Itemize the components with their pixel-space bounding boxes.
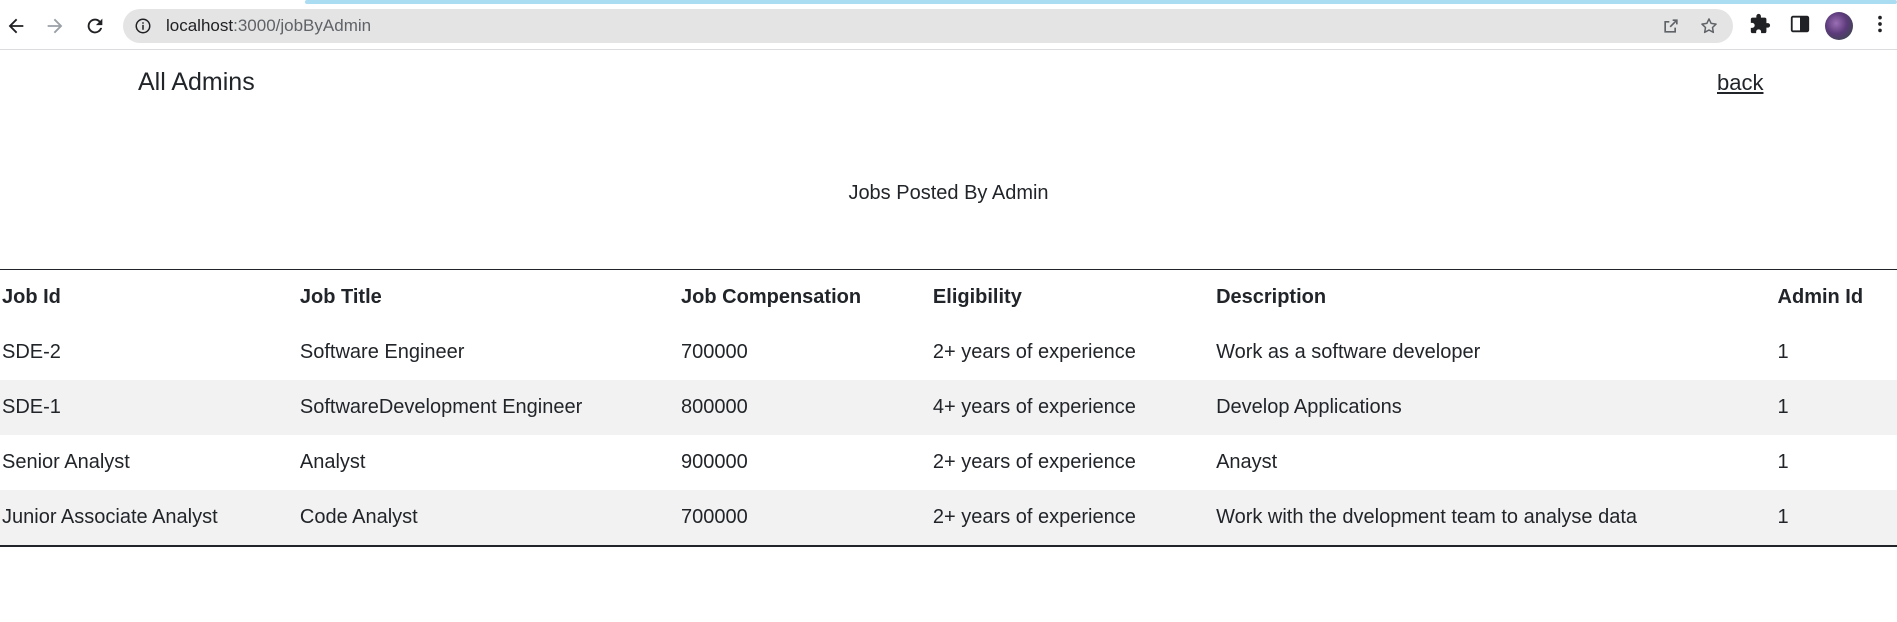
extensions-puzzle-icon[interactable] — [1749, 13, 1771, 35]
column-header-eligibility: Eligibility — [932, 286, 1022, 308]
cell-job-title: Software Engineer — [299, 341, 465, 363]
cell-eligibility: 2+ years of experience — [932, 341, 1136, 363]
page-heading: Jobs Posted By Admin — [848, 182, 1049, 204]
site-info-icon[interactable] — [134, 17, 152, 35]
profile-avatar[interactable] — [1825, 12, 1853, 40]
cell-job-id: Senior Analyst — [2, 451, 130, 473]
cell-job-compensation: 700000 — [681, 341, 748, 363]
cell-job-compensation: 700000 — [679, 490, 931, 546]
url-host: localhost — [166, 16, 234, 35]
forward-arrow-icon[interactable] — [40, 11, 70, 41]
cell-job-id: SDE-2 — [2, 341, 61, 363]
cell-admin-id: 1 — [1776, 490, 1897, 546]
address-bar[interactable] — [123, 9, 1733, 43]
cell-eligibility: 2+ years of experience — [932, 451, 1136, 473]
side-panel-icon[interactable] — [1789, 13, 1811, 35]
share-icon[interactable] — [1661, 16, 1681, 36]
column-header-job-title: Job Title — [299, 286, 382, 308]
cell-description: Work with the dvelopment team to analyse data — [1214, 490, 1775, 546]
cell-eligibility: 2+ years of experience — [931, 490, 1214, 546]
column-header-job-id: Job Id — [2, 286, 61, 308]
more-menu-icon[interactable] — [1869, 13, 1891, 35]
cell-job-title: Code Analyst — [298, 490, 679, 546]
jobs-table — [0, 269, 1897, 547]
browser-toolbar — [0, 0, 1897, 50]
table-header-row — [0, 270, 1897, 326]
cell-admin-id: 1 — [1776, 380, 1897, 435]
column-header-job-compensation: Job Compensation — [681, 286, 862, 308]
cell-description: Develop Applications — [1214, 380, 1775, 435]
bookmark-star-icon[interactable] — [1699, 16, 1719, 36]
cell-description: Anayst — [1216, 451, 1278, 473]
table-row — [0, 325, 1897, 380]
url-text[interactable] — [166, 9, 371, 43]
back-arrow-icon[interactable] — [1, 11, 31, 41]
cell-job-compensation: 800000 — [679, 380, 931, 435]
cell-eligibility: 4+ years of experience — [931, 380, 1214, 435]
cell-job-id: SDE-1 — [0, 380, 298, 435]
table-row — [0, 435, 1897, 490]
back-link[interactable]: back — [1717, 70, 1764, 95]
cell-job-title: SoftwareDevelopment Engineer — [298, 380, 679, 435]
cell-description: Work as a software developer — [1216, 341, 1481, 363]
cell-admin-id: 1 — [1777, 341, 1789, 363]
cell-job-compensation: 900000 — [681, 451, 748, 473]
cell-job-title: Analyst — [299, 451, 366, 473]
page-loading-bar — [305, 0, 1897, 4]
cell-job-id: Junior Associate Analyst — [0, 490, 298, 546]
column-header-description: Description — [1216, 286, 1327, 308]
reload-icon[interactable] — [80, 11, 110, 41]
cell-admin-id: 1 — [1777, 451, 1789, 473]
table-row — [0, 490, 1897, 546]
navbar-brand[interactable]: All Admins — [138, 68, 255, 96]
url-path: :3000/jobByAdmin — [233, 16, 372, 35]
table-row — [0, 380, 1897, 435]
column-header-admin-id: Admin Id — [1777, 286, 1864, 308]
